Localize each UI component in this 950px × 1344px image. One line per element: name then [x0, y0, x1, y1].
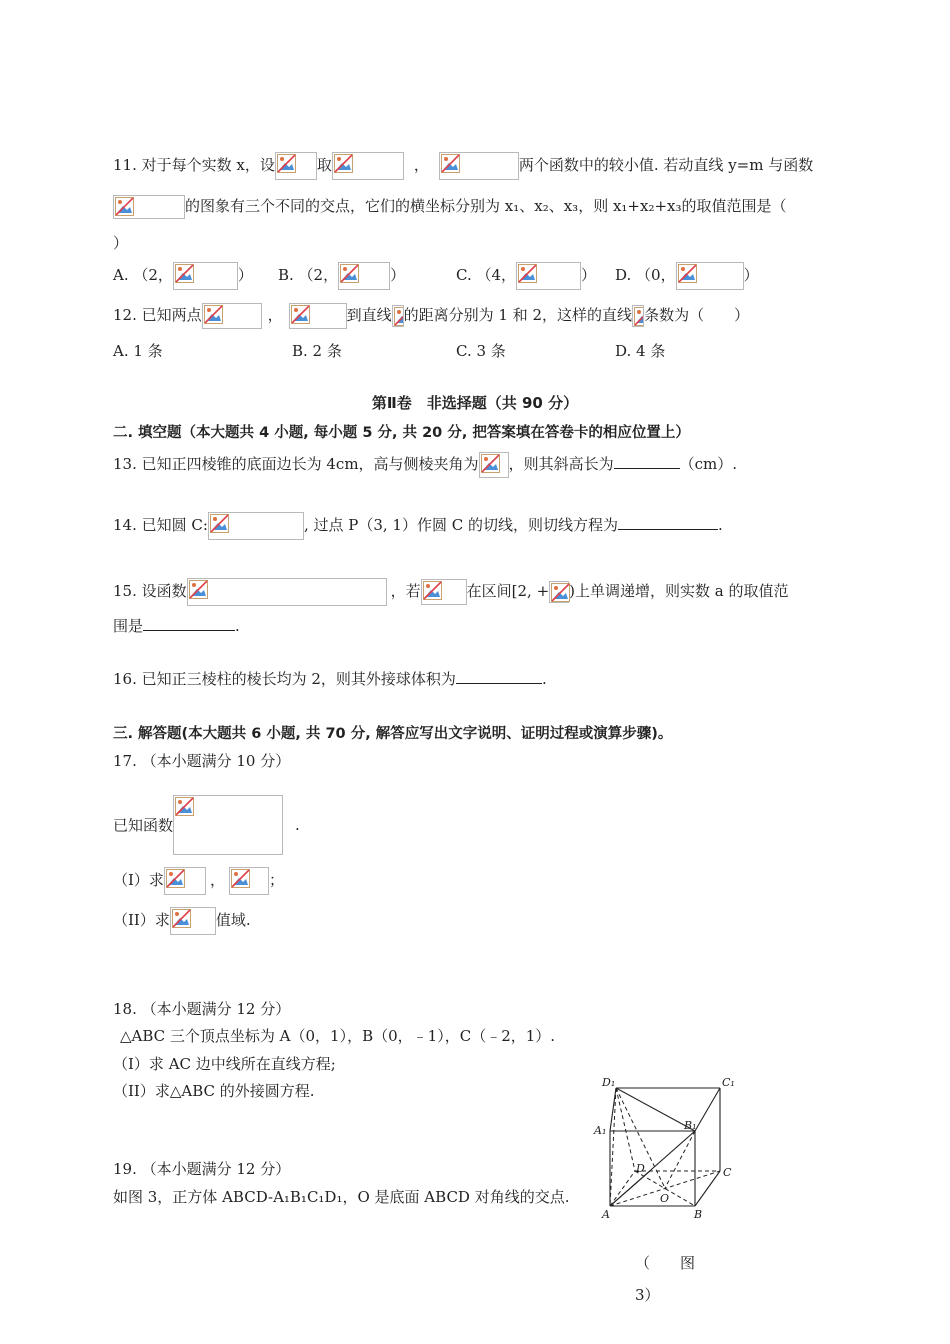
figure-caption-line1: （ 图 [635, 1254, 696, 1272]
label-d: D [636, 1162, 645, 1175]
q12-option-c[interactable]: C. 3 条 [456, 342, 506, 360]
q17-part1: （I）求 ， ； [113, 867, 284, 895]
q12-option-d[interactable]: D. 4 条 [615, 342, 666, 360]
q11-line2: 的图象有三个不同的交点，它们的横坐标分别为 x₁、x₂、x₃，则 x₁+x₂+x₃的取值范围是（ [113, 195, 787, 219]
label-a1: A₁ [594, 1124, 607, 1137]
cube-figure [590, 1076, 750, 1226]
broken-image-icon [204, 305, 223, 324]
figure-caption-line2: 3） [635, 1286, 660, 1304]
formula-image [516, 262, 581, 290]
q18-heading: 18. （本小题满分 12 分） [113, 1000, 291, 1018]
formula-image [439, 152, 519, 180]
formula-image [229, 867, 269, 895]
label-c1: C₁ [722, 1076, 735, 1089]
q12-option-a[interactable]: A. 1 条 [113, 342, 163, 360]
label-b: B [694, 1208, 703, 1221]
q18-part1: （I）求 AC 边中线所在直线方程; [113, 1055, 336, 1073]
q18-text: △ABC 三个顶点坐标为 A（0，1），B（0，﹣1），C（﹣2，1）. [120, 1027, 556, 1045]
broken-image-icon [175, 797, 194, 816]
broken-image-icon [231, 869, 250, 888]
formula-image [632, 305, 644, 327]
q17-function: 已知函数 . [113, 795, 300, 855]
q11-option-b[interactable]: B. （2， ） [278, 262, 405, 290]
formula-image [208, 512, 304, 540]
formula-image [164, 867, 206, 895]
q11-option-c[interactable]: C. （4， ） [456, 262, 596, 290]
broken-image-icon [166, 869, 185, 888]
formula-image [479, 452, 509, 478]
q19-text: 如图 3，正方体 ABCD-A₁B₁C₁D₁，O 是底面 ABCD 对角线的交点. [113, 1188, 570, 1206]
broken-image-icon [334, 154, 353, 173]
q18-part2: （II）求△ABC 的外接圆方程. [113, 1082, 315, 1100]
answer-blank[interactable] [143, 616, 235, 631]
broken-image-icon [210, 514, 229, 533]
formula-image [173, 795, 283, 855]
formula-image [549, 581, 569, 603]
q11-line1: 11. 对于每个实数 x，设 取 ， 两个函数中的较小值. 若动直线 y=m 与函数 [113, 152, 813, 180]
broken-image-icon [189, 580, 208, 599]
q16: 16. 已知正三棱柱的棱长均为 2，则其外接球体积为 . [113, 670, 547, 688]
q13: 13. 已知正四棱锥的底面边长为 4cm，高与侧棱夹角为 ，则其斜高长为 （cm）. [113, 452, 737, 478]
q11-option-d[interactable]: D. （0， ） [615, 262, 759, 290]
broken-image-icon [340, 264, 359, 283]
broken-image-icon [423, 581, 442, 600]
q12-option-b[interactable]: B. 2 条 [292, 342, 342, 360]
q15-line2: 围是 . [113, 617, 240, 635]
section2-heading: 二. 填空题（本大题共 4 小题, 每小题 5 分, 共 20 分, 把答案填在答卷卡的相应位置上） [113, 425, 690, 441]
formula-image [173, 262, 238, 290]
broken-image-icon [551, 583, 570, 602]
broken-image-icon [518, 264, 537, 283]
q19-heading: 19. （本小题满分 12 分） [113, 1160, 291, 1178]
formula-image [332, 152, 404, 180]
label-o: O [660, 1192, 670, 1205]
q15-line1: 15. 设函数 ，若 在区间[2, + )上单调递增，则实数 a 的取值范 [113, 578, 789, 606]
part2-title: 第Ⅱ卷 非选择题（共 90 分） [371, 394, 579, 412]
q11-option-a[interactable]: A. （2， ） [113, 262, 253, 290]
formula-image [275, 152, 317, 180]
broken-image-icon [175, 264, 194, 283]
formula-image [338, 262, 390, 290]
formula-image [202, 303, 262, 329]
label-b1: B₁ [684, 1119, 697, 1132]
broken-image-icon [277, 154, 296, 173]
formula-image [187, 578, 387, 606]
q17-heading: 17. （本小题满分 10 分） [113, 752, 291, 770]
broken-image-icon [634, 307, 644, 326]
broken-image-icon [481, 454, 500, 473]
broken-image-icon [678, 264, 697, 283]
broken-image-icon [291, 305, 310, 324]
answer-blank[interactable] [456, 669, 542, 684]
answer-blank[interactable] [614, 454, 680, 469]
formula-image [170, 907, 216, 935]
section3-heading: 三. 解答题(本大题共 6 小题, 共 70 分, 解答应写出文字说明、证明过程或演算步骤)。 [113, 726, 673, 742]
formula-image [289, 303, 347, 329]
q14: 14. 已知圆 C: , 过点 P（3, 1）作圆 C 的切线，则切线方程为 . [113, 512, 723, 540]
broken-image-icon [115, 197, 134, 216]
q11-line3: ） [113, 234, 129, 252]
formula-image [676, 262, 744, 290]
label-a: A [602, 1208, 610, 1221]
q12-stem: 12. 已知两点 ， 到直线 的距离分别为 1 和 2，这样的直线 条数为（ ） [113, 303, 749, 329]
formula-image [421, 579, 467, 605]
broken-image-icon [394, 307, 404, 326]
label-c: C [723, 1166, 732, 1179]
q17-part2: （II）求 值域. [113, 907, 251, 935]
answer-blank[interactable] [618, 515, 718, 530]
formula-image [392, 305, 404, 327]
broken-image-icon [441, 154, 460, 173]
broken-image-icon [172, 909, 191, 928]
formula-image [113, 195, 185, 219]
label-d1: D₁ [602, 1076, 616, 1089]
